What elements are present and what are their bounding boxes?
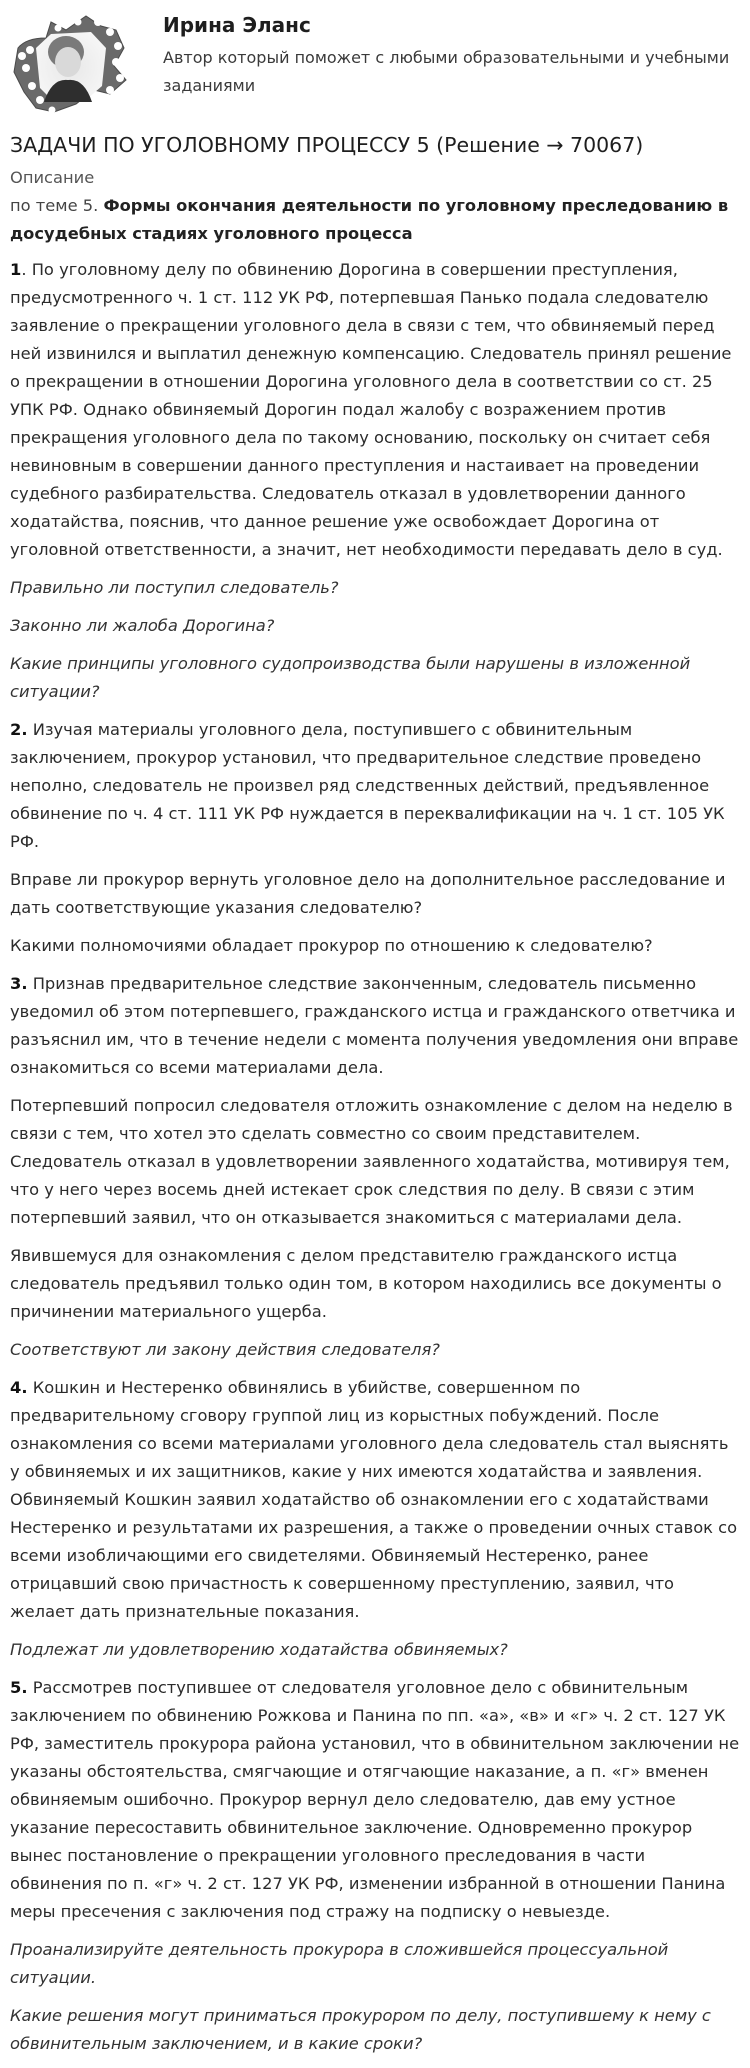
task-paragraph: Потерпевший попросил следователя отложить ознакомление с делом на неделю в связи с тем, что хотел это сделать совместно со своим представителем. Следователь отказал в удовлетворении заявленного ходатайства, мотивируя тем, что у него через восемь дней истекает срок следствия по делу. В связи с этим потерпевший заявил, что он отказывается знакомиться с материалами дела. (10, 1096, 733, 1227)
avatar-photo-icon (6, 8, 134, 118)
task-question: Соответствуют ли закону действия следователя? (10, 1340, 440, 1359)
task-4 (10, 1374, 740, 1664)
task-question: Проанализируйте деятельность прокурора в сложившейся процессуальной ситуации. (10, 1940, 669, 1987)
task-question: Правильно ли поступил следователь? (10, 578, 339, 597)
task-text (10, 1674, 740, 1926)
task-2 (10, 716, 740, 960)
task-1 (10, 256, 740, 706)
topic-prefix: по теме 5. (10, 196, 104, 215)
task-question: Какие решения могут приниматься прокурором по делу, поступившему к нему с обвинительным заключением, и в какие сроки? (10, 2006, 711, 2053)
task-body: Признав предварительное следствие законченным, следователь письменно уведомил об этом потерпевшего, гражданского истца и гражданского ответчика и разъяснил им, что в течение недели с момента получения уведомления они вправе ознакомиться со всеми материалами дела. (10, 974, 739, 1077)
task-5 (10, 1674, 740, 2058)
author-info (163, 10, 730, 100)
task-body: Изучая материалы уголовного дела, поступившего с обвинительным заключением, прокурор установил, что предварительное следствие проведено неполно, следователь не произвел ряд следственных действий, предъявленное обвинение по ч. 4 ст. 111 УК РФ нуждается в переквалификации на ч. 1 ст. 105 УК РФ. (10, 720, 725, 851)
task-body: Рассмотрев поступившее от следователя уголовное дело с обвинительным заключением по обвинению Рожкова и Панина по пп. «а», «в» и «г» ч. 2 ст. 127 УК РФ, заместитель прокурора района установил, что в обвинительном заключении не указаны обстоятельства, смягчающие и отягчающие наказание, а п. «г» вменен обвиняемым ошибочно. Прокурор вернул дело следователю, дав ему устное указание пересоставить обвинительное заключение. Одновременно прокурор вынес постановление о прекращении уголовного преследования в части обвинения по п. «г» ч. 2 ст. 127 УК РФ, изменении избранной в отношении Панина меры пресечения с заключения под стражу на подписку о невыезде. (10, 1678, 740, 1921)
task-text (10, 716, 740, 856)
task-text (10, 1374, 740, 1626)
task-number: 5. (10, 1678, 28, 1697)
author-avatar[interactable] (6, 8, 134, 118)
task-number: 2. (10, 720, 28, 739)
task-question: Вправе ли прокурор вернуть уголовное дело на дополнительное расследование и дать соответствующие указания следователю? (10, 870, 726, 917)
task-body: . По уголовному делу по обвинению Дорогина в совершении преступления, предусмотренного ч. 1 ст. 112 УК РФ, потерпевшая Панько подала следователю заявление о прекращении уголовного дела в связи с тем, что обвиняемый перед ней извинился и выплатил денежную компенсацию. Следователь принял решение о прекращении в отношении Дорогина уголовного дела в соответствии со ст. 25 УПК РФ. Однако обвиняемый Дорогин подал жалобу с возражением против прекращения уголовного дела по такому основанию, поскольку он считает себя невиновным в совершении данного преступления и настаивает на проведении судебного разбирательства. Следователь отказал в удовлетворении данного ходатайства, пояснив, что данное решение уже освобождает Дорогина от уголовной ответственности, а значит, нет необходимости передавать дело в суд. (10, 260, 732, 559)
description-label: Описание (10, 168, 95, 187)
task-number: 4. (10, 1378, 28, 1397)
task-number: 1 (10, 260, 22, 279)
author-name[interactable]: Ирина Эланс (163, 13, 311, 37)
task-question: Законно ли жалоба Дорогина? (10, 616, 275, 635)
task-3 (10, 970, 740, 1364)
task-body: Кошкин и Нестеренко обвинялись в убийстве, совершенном по предварительному сговору группой лиц из корыстных побуждений. После ознакомления со всеми материалами уголовного дела следователь стал выяснять у обвиняемых и их защитников, какие у них имеются ходатайства и заявления. Обвиняемый Кошкин заявил ходатайство об ознакомлении его с ходатайствами Нестеренко и результатами их разрешения, а также о проведении очных ставок со всеми изобличающими его свидетелями. Обвиняемый Нестеренко, ранее отрицавший свою причастность к совершенному преступлению, заявил, что желает дать признательные показания. (10, 1378, 738, 1621)
task-question: Какие принципы уголовного судопроизводства были нарушены в изложенной ситуации? (10, 654, 691, 701)
task-question: Подлежат ли удовлетворению ходатайства обвиняемых? (10, 1640, 508, 1659)
task-number: 3. (10, 974, 28, 993)
task-text (10, 970, 740, 1082)
topic-line (10, 192, 740, 248)
page-title: ЗАДАЧИ ПО УГОЛОВНОМУ ПРОЦЕССУ 5 (Решение → 70067) (10, 133, 644, 157)
author-card (0, 0, 750, 120)
task-text (10, 256, 740, 564)
task-paragraph: Явившемуся для ознакомления с делом представителю гражданского истца следователь предъявил только один том, в котором находились все документы о причинении материального ущерба. (10, 1246, 722, 1321)
main-content (0, 130, 750, 2058)
topic-title: Формы окончания деятельности по уголовному преследованию в досудебных стадиях уголовного процесса (10, 196, 729, 243)
author-description: Автор который поможет с любыми образовательными и учебными заданиями (163, 48, 730, 95)
task-question: Какими полномочиями обладает прокурор по отношению к следователю? (10, 936, 653, 955)
